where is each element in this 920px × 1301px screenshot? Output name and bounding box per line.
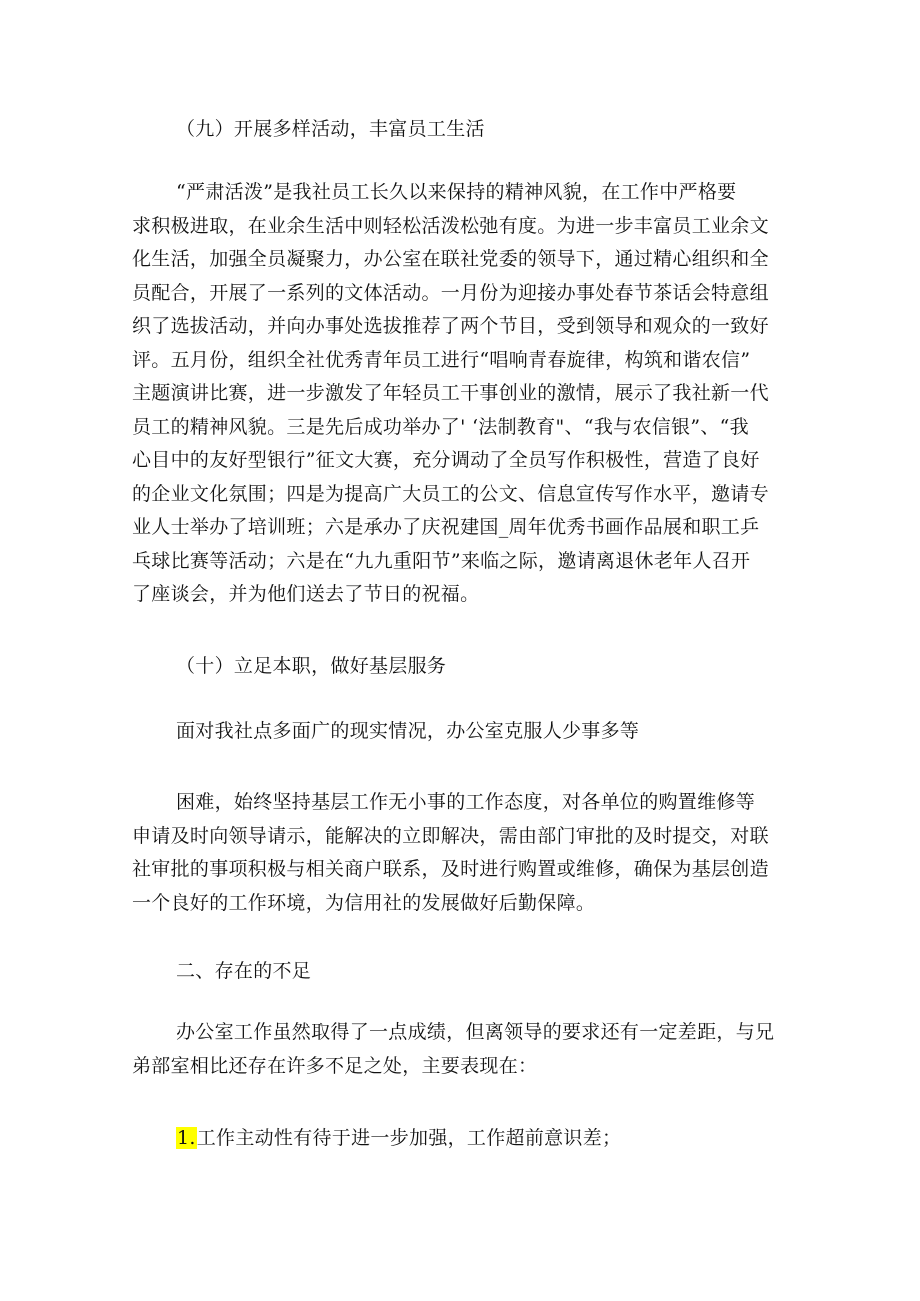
paragraph-line: 主题演讲比赛，进一步激发了年轻员工干事创业的激情，展示了我社新一代 [132,382,769,404]
part-2-paragraph [132,1016,792,1083]
paragraph-line: 弟部室相比还存在许多不足之处，主要表现在： [132,1054,538,1077]
paragraph-line: 的企业文化氛围；四是为提高广大员工的公文、信息宣传写作水平，邀请专 [132,482,769,505]
paragraph-line: 了座谈会，并为他们送去了节日的祝福。 [132,583,480,605]
item-number-highlight: 1. [177,1127,196,1149]
paragraph-line: 一个良好的工作环境，为信用社的发展做好后勤保障。 [132,891,596,914]
paragraph-line: 评。五月份，组织全社优秀青年员工进行“唱响青春旋律，构筑和谐农信” [132,348,751,371]
paragraph-line: 业人士举办了培训班；六是承办了庆祝建国_周年优秀书画作品展和职工乒 [132,516,760,538]
section-10-intro: 面对我社点多面广的现实情况，办公室克服人少事多等 [176,720,640,742]
paragraph-line: 求积极进取，在业余生活中则轻松活泼松弛有度。为进一步丰富员工业余文 [132,214,769,237]
section-9-paragraph [132,176,792,612]
section-10-heading: （十）立足本职，做好基层服务 [176,655,447,677]
paragraph-line: 织了选拔活动，并向办事处选拔推荐了两个节目，受到领导和观众的一致好 [132,315,769,337]
section-10-paragraph [132,786,792,920]
paragraph-line: 申请及时向领导请示，能解决的立即解决，需由部门审批的及时提交，对联 [132,824,769,847]
paragraph-line: 办公室工作虽然取得了一点成绩，但离领导的要求还有一定差距，与兄 [176,1021,775,1043]
item-text: 工作主动性有待于进一步加强，工作超前意识差； [196,1127,622,1149]
paragraph-line: 困难，始终坚持基层工作无小事的工作态度，对各单位的购置维修等 [176,791,756,813]
list-item [176,1122,621,1156]
section-9-heading: （九）开展多样活动，丰富员工生活 [176,118,485,140]
paragraph-line: 乓球比赛等活动；六是在“九九重阳节”来临之际，邀请离退休老年人召开 [132,549,751,572]
paragraph-line: 员工的精神风貌。三是先后成功举办了' ‘法制教育"、“我与农信银”、“我 [132,415,749,438]
paragraph-line: 化生活，加强全员凝聚力，办公室在联社党委的领导下，通过精心组织和全 [132,248,769,270]
paragraph-line: 社审批的事项积极与相关商户联系，及时进行购置或维修，确保为基层创造 [132,858,769,880]
paragraph-line: “严肃活泼”是我社员工长久以来保持的精神风貌，在工作中严格要 [176,181,737,203]
paragraph-line: 员配合，开展了一系列的文体活动。一月份为迎接办事处春节茶话会特意组 [132,281,769,304]
paragraph-line: 心目中的友好型银行”征文大赛，充分调动了全员写作积极性，营造了良好 [132,449,760,471]
part-2-heading: 二、存在的不足 [176,960,312,982]
